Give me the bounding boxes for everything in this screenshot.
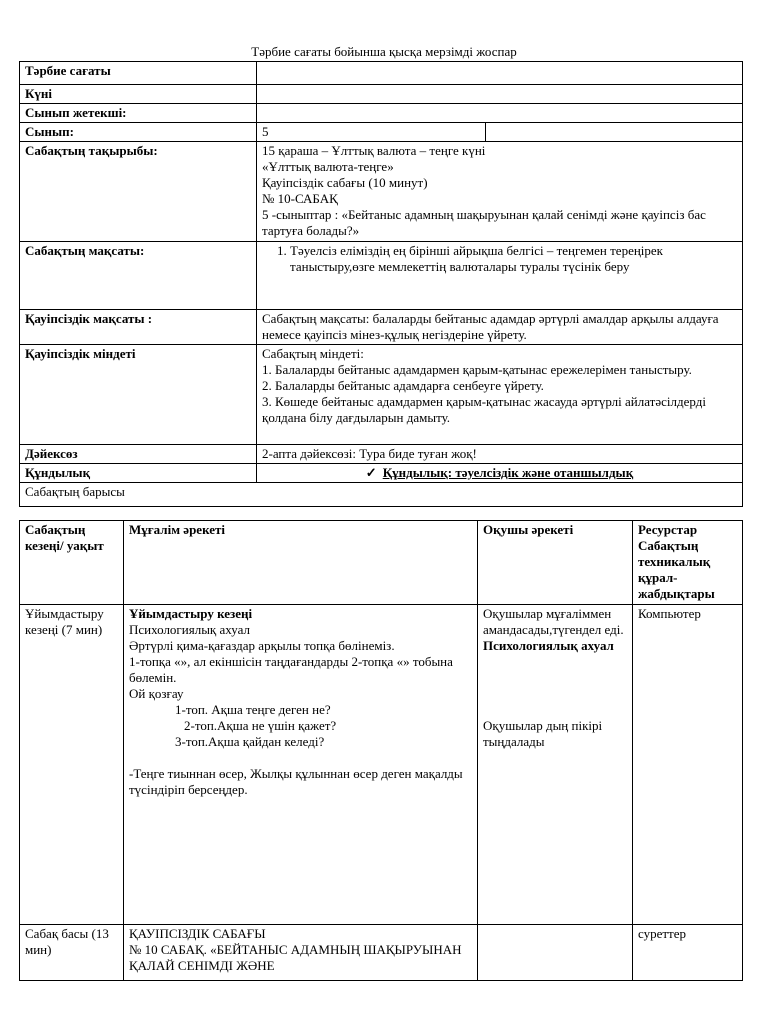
topic-label: Сабақтың тақырыбы:	[20, 142, 257, 242]
resources-cell: суреттер	[633, 925, 743, 981]
document-title: Тәрбие сағаты бойынша қысқа мерзімді жоспар	[251, 44, 517, 59]
student-action-bold: Психологиялық ахуал	[483, 638, 614, 653]
safety-goal-value: Сабақтың мақсаты: балаларды бейтаныс адамдар әртүрлі амалдар арқылы алдауға немесе қауіпсіз мінез-құлық негіздеріне үйрету.	[257, 310, 743, 345]
header-student: Оқушы әрекеті	[478, 521, 633, 605]
row-teacher	[20, 104, 743, 123]
student-action-text: Оқушылар мұғаліммен амандасады,түгендел еді.	[483, 606, 624, 637]
date-value[interactable]	[257, 85, 743, 104]
class-extra[interactable]	[486, 123, 743, 142]
student-action-text: Оқушылар дың пікірі тыңдалады	[483, 718, 603, 749]
motto-label: Дәйексөз	[20, 445, 257, 464]
lesson-header-row	[20, 521, 743, 605]
safety-tasks-label: Қауіпсіздік міндеті	[20, 345, 257, 445]
class-value: 5	[257, 123, 486, 142]
goal-value	[257, 242, 743, 310]
row-date	[20, 85, 743, 104]
topic-value	[257, 142, 743, 242]
topic-line: № 10-САБАҚ	[262, 191, 338, 206]
row-motto	[20, 445, 743, 464]
header-stage: Сабақтың кезеңі/ уақыт	[20, 521, 124, 605]
safety-task-line: 1. Балаларды бейтаныс адамдармен қарым-қатынас ережелерімен таныстыру.	[262, 362, 692, 377]
topic-line: 5 -сыныптар : «Бейтаныс адамның шақыруынан қалай сенімді және қауіпсіз бас тартуға болады?»	[262, 207, 706, 238]
check-icon: ✓	[365, 465, 377, 480]
row-class	[20, 123, 743, 142]
teacher-action-cell	[124, 925, 478, 981]
event-label: Тәрбие сағаты	[20, 62, 257, 85]
safety-task-line: 2. Балаларды бейтаныс адамдарға сенбеуге үйрету.	[262, 378, 544, 393]
table-row	[20, 605, 743, 925]
value-text: Құндылық: тәуелсіздік және отаншылдық	[382, 465, 634, 480]
student-action-cell	[478, 925, 633, 981]
safety-task-line: 3. Көшеде бейтаныс адамдармен қарым-қатынас жасауда әртүрлі айлатәсілдерді қолдана білу дағдыларын дамыту.	[262, 394, 706, 425]
row-safety-tasks	[20, 345, 743, 445]
value-cell	[257, 464, 743, 483]
resources-cell: Компьютер	[633, 605, 743, 925]
row-safety-goal	[20, 310, 743, 345]
motto-value: 2-апта дәйексөзі: Тура биде туған жоқ!	[257, 445, 743, 464]
table-row	[20, 925, 743, 981]
teacher-action-line: 1-топ. Ақша теңге деген не?	[175, 702, 331, 717]
safety-tasks-value	[257, 345, 743, 445]
teacher-action-line: 3-топ.Ақша қайдан келеді?	[175, 734, 325, 749]
teacher-action-line: ҚАУІПСІЗДІК САБАҒЫ	[129, 926, 266, 941]
teacher-action-cell	[124, 605, 478, 925]
teacher-action-line: -Теңге тиыннан өсер, Жылқы құлыннан өсер деген мақалды түсіндіріп берсеңдер.	[129, 766, 463, 797]
goal-list	[262, 243, 737, 275]
value-label: Құндылық	[20, 464, 257, 483]
class-label: Сынып:	[20, 123, 257, 142]
teacher-value[interactable]	[257, 104, 743, 123]
row-progress	[20, 483, 743, 507]
lesson-table	[19, 520, 743, 981]
safety-task-line: Сабақтың міндеті:	[262, 346, 364, 361]
row-value	[20, 464, 743, 483]
topic-line: Қауіпсіздік сабағы (10 минут)	[262, 175, 428, 190]
teacher-action-line: Психологиялық ахуал	[129, 622, 250, 637]
safety-goal-label: Қауіпсіздік мақсаты :	[20, 310, 257, 345]
header-teacher: Мұғалім әрекеті	[124, 521, 478, 605]
event-value[interactable]	[257, 62, 743, 85]
goal-label: Сабақтың мақсаты:	[20, 242, 257, 310]
teacher-label: Сынып жетекші:	[20, 104, 257, 123]
row-event	[20, 62, 743, 85]
goal-item: 1. Тәуелсіз еліміздің ең бірінші айрықша белгісі – теңгемен тереңірек таныстыру,өзге мемлекеттің валюталары туралы түсінік беру	[290, 243, 737, 275]
date-label: Күні	[20, 85, 257, 104]
topic-line: «Ұлттық валюта-теңге»	[262, 159, 394, 174]
topic-line: 15 қараша – Ұлттық валюта – теңге күні	[262, 143, 486, 158]
teacher-action-line: 1-топқа «», ал екіншісін таңдағандарды 2-топқа «» тобына бөлемін.	[129, 654, 453, 685]
teacher-action-line: Әртүрлі қима-қағаздар арқылы топқа бөлінеміз.	[129, 638, 395, 653]
student-action-cell	[478, 605, 633, 925]
teacher-action-line: Ой қозғау	[129, 686, 184, 701]
teacher-action-line: № 10 САБАҚ. «БЕЙТАНЫС АДАМНЫҢ ШАҚЫРУЫНАН ҚАЛАЙ СЕНІМДІ ЖӘНЕ	[129, 942, 462, 973]
teacher-action-title: Ұйымдастыру кезеңі	[129, 606, 253, 621]
plan-table	[19, 61, 743, 507]
stage-cell: Сабақ басы (13 мин)	[20, 925, 124, 981]
stage-cell: Ұйымдастыру кезеңі (7 мин)	[20, 605, 124, 925]
progress-label: Сабақтың барысы	[20, 483, 743, 507]
header-resources: Ресурстар Сабақтың техникалық құрал-жабдықтары	[633, 521, 743, 605]
row-topic	[20, 142, 743, 242]
row-goal	[20, 242, 743, 310]
teacher-action-line: 2-топ.Ақша не үшін қажет?	[184, 718, 337, 733]
